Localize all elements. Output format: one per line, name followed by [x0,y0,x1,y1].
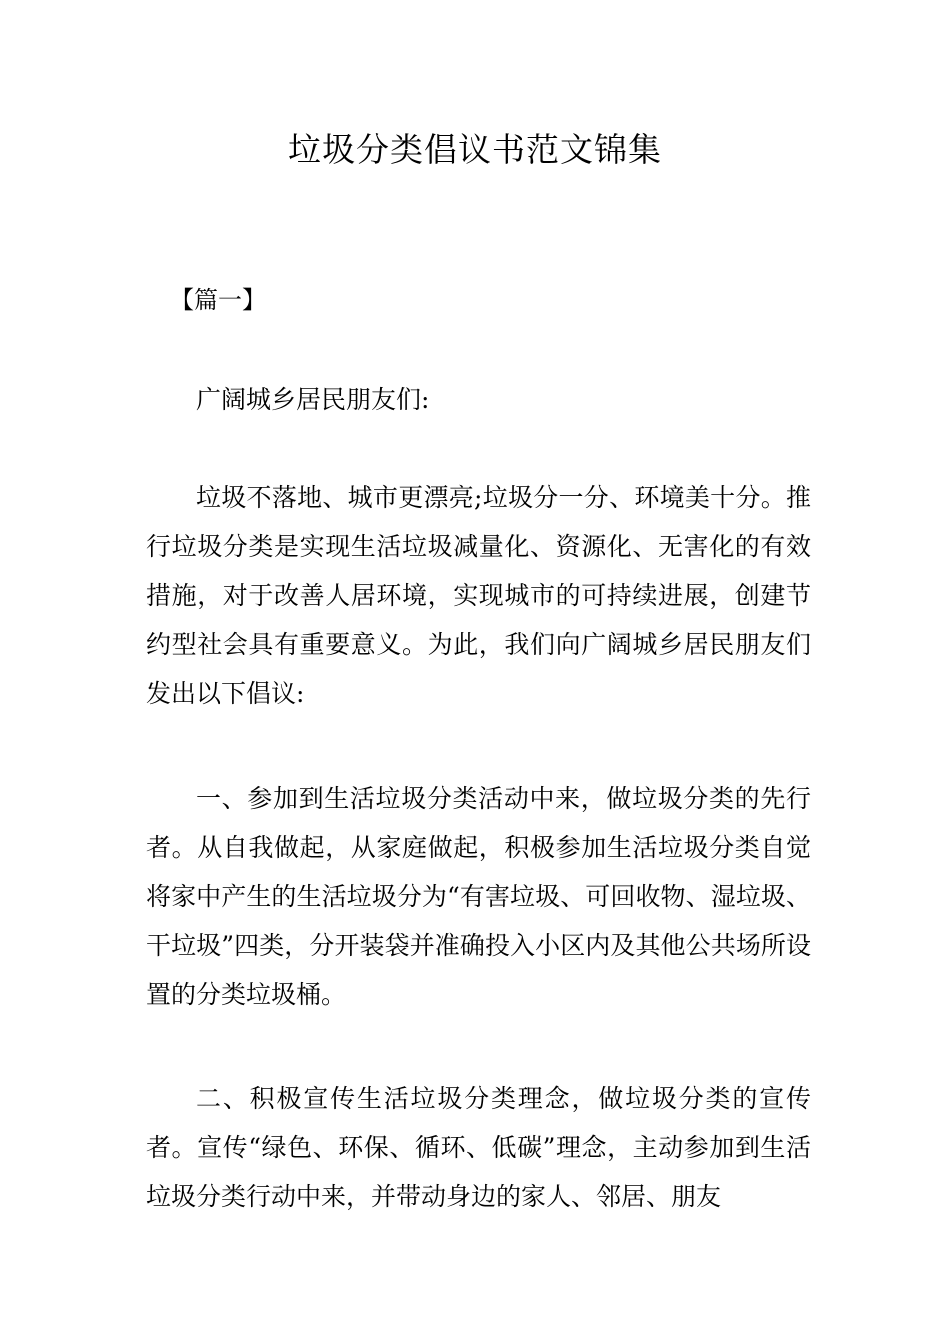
paragraph-intro: 垃圾不落地、城市更漂亮;垃圾分一分、环境美十分。推行垃圾分类是实现生活垃圾减量化、资源化、无害化的有效措施，对于改善人居环境，实现城市的可持续进展，创建节约型社会具有重要意义。为此，我们向广阔城乡居民朋友们发出以下倡议: [146,483,811,708]
paragraph-item-2: 二、积极宣传生活垃圾分类理念，做垃圾分类的宣传者。宣传“绿色、环保、循环、低碳”理念，主动参加到生活垃圾分类行动中来，并带动身边的家人、邻居、朋友 [146,1084,811,1211]
section-label: 【篇一】 [170,286,266,314]
document-title: 垃圾分类倡议书范文锦集 [288,130,662,169]
paragraph-item-1: 一、参加到生活垃圾分类活动中来，做垃圾分类的先行者。从自我做起，从家庭做起，积极参加生活垃圾分类自觉将家中产生的生活垃圾分为“有害垃圾、可回收物、湿垃圾、干垃圾”四类，分开装袋并准确投入小区内及其他公共场所设置的分类垃圾桶。 [146,784,811,1009]
paragraph-salutation: 广阔城乡居民朋友们: [196,385,430,414]
